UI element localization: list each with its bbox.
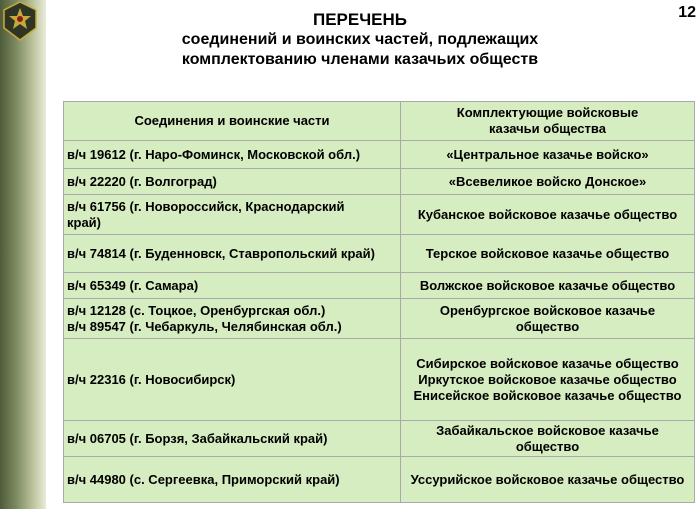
society-line: Енисейское войсковое казачье общество bbox=[413, 387, 682, 403]
table-row bbox=[64, 195, 695, 235]
table-row bbox=[64, 339, 695, 421]
unit-line: в/ч 89547 (г. Чебаркуль, Челябинская обл.) bbox=[67, 318, 342, 334]
society-line: Сибирское войсковое казачье общество bbox=[416, 355, 679, 371]
society-cell bbox=[401, 195, 695, 235]
unit-cell bbox=[64, 457, 401, 503]
unit-line: в/ч 74814 (г. Буденновск, Ставропольский край) bbox=[67, 245, 375, 261]
army-emblem-icon bbox=[2, 1, 38, 41]
society-line: Волжское войсковое казачье общество bbox=[419, 277, 676, 293]
table-row bbox=[64, 457, 695, 503]
header-societies-line-2: казачьи общества bbox=[489, 121, 606, 136]
unit-cell bbox=[64, 339, 401, 421]
side-bar bbox=[0, 0, 46, 509]
unit-cell bbox=[64, 195, 401, 235]
unit-line: в/ч 19612 (г. Наро-Фоминск, Московской обл.) bbox=[67, 146, 361, 162]
society-line: Уссурийское войсковое казачье общество bbox=[410, 471, 685, 487]
header-societies bbox=[401, 102, 695, 141]
units-table bbox=[63, 101, 695, 503]
title-line-2: соединений и воинских частей, подлежащих bbox=[181, 31, 539, 48]
unit-line: в/ч 65349 (г. Самара) bbox=[67, 277, 199, 293]
title-line-1: ПЕРЕЧЕНЬ bbox=[312, 10, 407, 29]
society-cell bbox=[401, 299, 695, 339]
unit-line: в/ч 44980 (с. Сергеевка, Приморский край) bbox=[67, 471, 340, 487]
society-cell bbox=[401, 339, 695, 421]
society-line: Кубанское войсковое казачье общество bbox=[417, 206, 678, 222]
unit-cell bbox=[64, 235, 401, 273]
table-row bbox=[64, 299, 695, 339]
society-line: Забайкальское войсковое казачье bbox=[436, 422, 659, 438]
unit-cell bbox=[64, 169, 401, 195]
society-cell bbox=[401, 235, 695, 273]
page-number: 12 bbox=[678, 4, 696, 21]
unit-line: в/ч 22316 (г. Новосибирск) bbox=[67, 371, 236, 387]
page-title bbox=[100, 10, 620, 70]
unit-line: в/ч 61756 (г. Новороссийск, Краснодарский bbox=[67, 198, 345, 214]
unit-cell bbox=[64, 141, 401, 169]
table-row bbox=[64, 169, 695, 195]
title-line-3: комплектованию членами казачьих обществ bbox=[181, 51, 539, 68]
header-units-label: Соединения и воинские части bbox=[134, 113, 330, 128]
unit-cell bbox=[64, 273, 401, 299]
unit-line: край) bbox=[67, 214, 101, 230]
society-line: общество bbox=[515, 318, 580, 334]
header-societies-line-1: Комплектующие войсковые bbox=[456, 105, 639, 120]
unit-line: в/ч 06705 (г. Борзя, Забайкальский край) bbox=[67, 430, 328, 446]
table-row bbox=[64, 235, 695, 273]
table-row bbox=[64, 141, 695, 169]
table-row bbox=[64, 273, 695, 299]
society-cell bbox=[401, 457, 695, 503]
society-cell bbox=[401, 273, 695, 299]
table-header-row bbox=[64, 102, 695, 141]
society-line: «Центральное казачье войско» bbox=[446, 146, 649, 162]
society-cell bbox=[401, 141, 695, 169]
unit-cell bbox=[64, 421, 401, 457]
table-row bbox=[64, 421, 695, 457]
unit-line: в/ч 22220 (г. Волгоград) bbox=[67, 173, 217, 189]
unit-cell bbox=[64, 299, 401, 339]
society-line: «Всевеликое войско Донское» bbox=[448, 173, 647, 189]
society-line: Иркутское войсковое казачье общество bbox=[418, 371, 677, 387]
unit-line: в/ч 12128 (с. Тоцкое, Оренбургская обл.) bbox=[67, 302, 326, 318]
society-cell bbox=[401, 169, 695, 195]
society-cell bbox=[401, 421, 695, 457]
header-units bbox=[64, 102, 401, 141]
society-line: общество bbox=[515, 438, 580, 454]
society-line: Терское войсковое казачье общество bbox=[425, 245, 670, 261]
society-line: Оренбургское войсковое казачье bbox=[439, 302, 656, 318]
